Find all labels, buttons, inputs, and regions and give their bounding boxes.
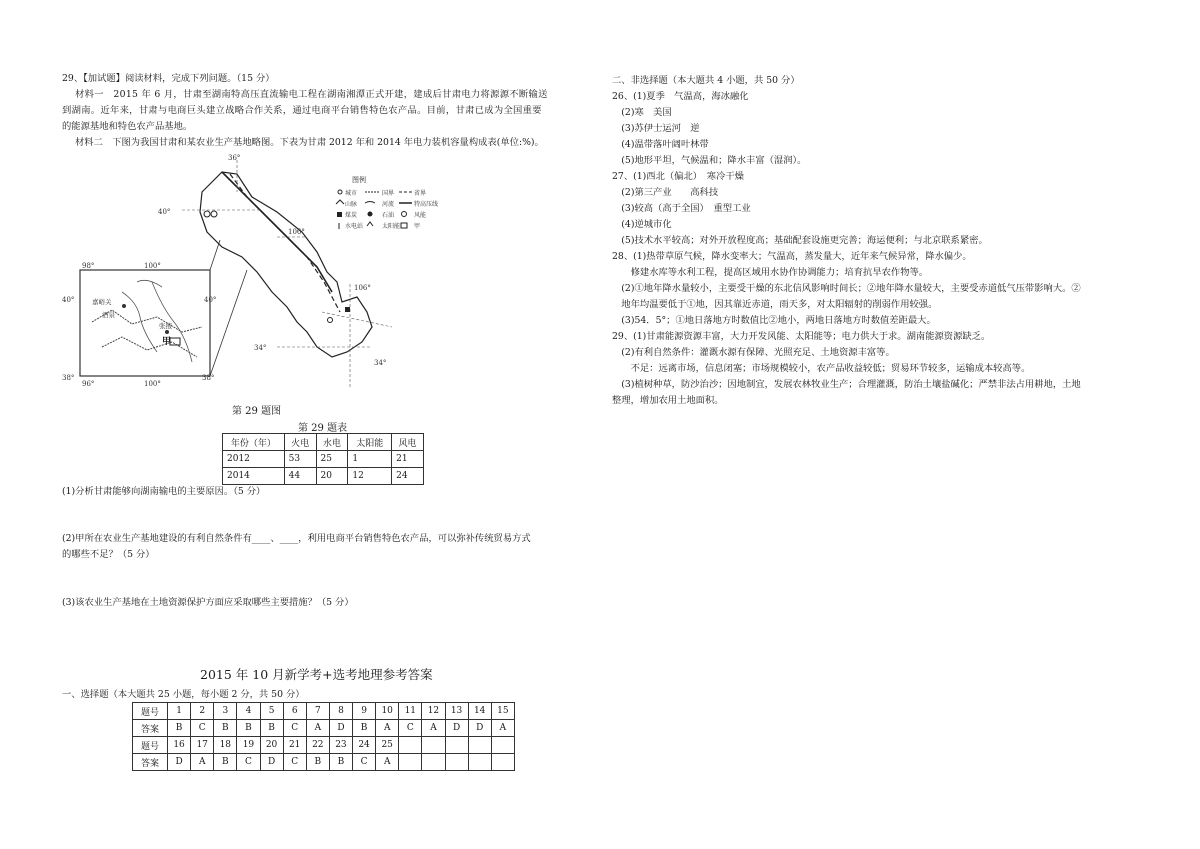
uhv-line bbox=[222, 172, 332, 292]
lat-label: 40° bbox=[204, 296, 217, 304]
wind-energy-symbol bbox=[204, 211, 210, 217]
table-cell: 21 bbox=[392, 451, 424, 468]
right-line: (2)第三产业 高科技 bbox=[612, 187, 719, 198]
cell: 21 bbox=[283, 737, 306, 754]
cell: 12 bbox=[422, 703, 445, 720]
right-line: 27、(1)西北（偏北） 寒冷干燥 bbox=[612, 171, 744, 182]
city-marker bbox=[328, 318, 333, 323]
table-cell: 25 bbox=[316, 451, 348, 468]
row-label: 题号 bbox=[133, 703, 168, 720]
cell: B bbox=[214, 720, 237, 737]
cell: C bbox=[191, 720, 214, 737]
inset-river bbox=[137, 280, 162, 287]
table-caption: 第 29 题表 bbox=[298, 423, 348, 434]
cell: D bbox=[468, 720, 491, 737]
material2: 材料二 下图为我国甘肃和某农业生产基地略图。下表为甘肃 2012 年和 2014 年电力装机容量构成表(单位:%)。 bbox=[75, 137, 544, 148]
right-line: (3)较高（高于全国） 重型工业 bbox=[612, 203, 751, 214]
table-header: 年份（年） bbox=[223, 434, 285, 451]
material1-line1: 材料一 2015 年 6 月，甘肃至湖南特高压直流输电工程在湖南湘潭正式开建，建成后甘肃电力将源源不断输送 bbox=[75, 89, 548, 100]
inset-connector bbox=[210, 240, 220, 270]
cell bbox=[445, 737, 468, 754]
q29-sub1: (1)分析甘肃能够向湖南输电的主要原因。（5 分） bbox=[62, 486, 266, 497]
lon-label: 98° bbox=[82, 262, 95, 270]
cell: 6 bbox=[283, 703, 306, 720]
right-line: (4)逆城市化 bbox=[612, 219, 672, 230]
lat-label: 38° bbox=[202, 374, 215, 382]
city-marker bbox=[122, 304, 126, 308]
cell bbox=[468, 737, 491, 754]
cell: A bbox=[422, 720, 445, 737]
cell bbox=[422, 737, 445, 754]
inset-river bbox=[152, 282, 192, 362]
lat-label: 36° bbox=[228, 154, 241, 162]
lat-label: 34° bbox=[374, 359, 387, 367]
table-cell: 24 bbox=[392, 468, 424, 485]
table-cell: 2012 bbox=[223, 451, 285, 468]
cell: 14 bbox=[468, 703, 491, 720]
cell: C bbox=[283, 754, 306, 771]
q29-heading: 29、【加试题】阅读材料，完成下列问题。（15 分） bbox=[62, 73, 275, 84]
cell: 10 bbox=[376, 703, 399, 720]
lon-label: 106° bbox=[288, 228, 305, 236]
right-line: (2)①地年降水量较小，主要受干燥的东北信风影响时间长；②地年降水量较大，主要受赤道低气压带影响大。② bbox=[612, 283, 1081, 294]
wind-energy-symbol bbox=[211, 211, 217, 217]
cell: 25 bbox=[376, 737, 399, 754]
cell: A bbox=[191, 754, 214, 771]
map-caption: 第 29 题图 bbox=[232, 406, 282, 417]
uhv-line bbox=[230, 174, 340, 312]
cell: 20 bbox=[260, 737, 283, 754]
table-cell: 1 bbox=[348, 451, 392, 468]
answer-row bbox=[133, 720, 515, 737]
material1-line3: 的能源基地和特色农产品基地。 bbox=[62, 121, 193, 132]
cell: B bbox=[260, 720, 283, 737]
legend-item: 河流 bbox=[382, 201, 395, 208]
place-label-jiayuguan: 嘉峪关 bbox=[92, 298, 112, 306]
coal-symbol bbox=[345, 307, 350, 312]
legend-item: 石油 bbox=[382, 212, 395, 219]
cell: 5 bbox=[260, 703, 283, 720]
cell bbox=[468, 754, 491, 771]
table-row bbox=[223, 451, 424, 468]
legend-item: 甲 bbox=[414, 223, 421, 230]
cell: B bbox=[353, 720, 376, 737]
right-line: (3)植树种草，防沙治沙；因地制宜，发展农林牧业生产；合理灌溉，防治土壤盐碱化；严禁非法占用耕地，土地 bbox=[612, 379, 1081, 390]
cell: D bbox=[260, 754, 283, 771]
lon-label: 100° bbox=[144, 262, 161, 270]
table-header: 火电 bbox=[284, 434, 316, 451]
legend-item: 太阳能 bbox=[382, 223, 401, 230]
inset-connector bbox=[210, 270, 247, 376]
q29-sub3: (3)该农业生产基地在土地资源保护方面应采取哪些主要措施？（5 分） bbox=[62, 597, 354, 608]
lat-label: 38° bbox=[62, 374, 75, 382]
place-label-jia: 甲 bbox=[162, 337, 172, 347]
cell: A bbox=[376, 754, 399, 771]
legend-item: 城市 bbox=[345, 190, 358, 197]
gansu-outline bbox=[200, 172, 372, 357]
lat-label: 40° bbox=[158, 208, 171, 216]
cell bbox=[399, 754, 422, 771]
table-cell: 2014 bbox=[223, 468, 285, 485]
cell: B bbox=[329, 754, 352, 771]
right-line: 28、(1)热带草原气候，降水变率大；气温高，蒸发量大，近年来气候异常，降水偏少。 bbox=[612, 251, 972, 262]
legend-title: 图例 bbox=[352, 176, 366, 184]
lon-label: 106° bbox=[354, 284, 371, 292]
answer-row bbox=[133, 703, 515, 720]
right-line: (2)寒 美国 bbox=[612, 107, 672, 118]
cell: 7 bbox=[306, 703, 329, 720]
place-label-jiuquan: 酒泉 bbox=[102, 311, 115, 319]
cell: C bbox=[237, 754, 260, 771]
right-line: (3)苏伊士运河 逆 bbox=[612, 123, 700, 134]
section1-heading: 一、选择题（本大题共 25 小题，每小题 2 分，共 50 分） bbox=[62, 689, 305, 700]
legend-item: 煤炭 bbox=[345, 212, 358, 219]
lon-label: 100° bbox=[144, 380, 161, 388]
cell bbox=[491, 737, 514, 754]
cell: C bbox=[399, 720, 422, 737]
cell: B bbox=[237, 720, 260, 737]
legend-item: 水电站 bbox=[345, 223, 364, 230]
legend-item: 国界 bbox=[382, 190, 395, 197]
table-header: 太阳能 bbox=[348, 434, 392, 451]
lat-label: 40° bbox=[62, 296, 75, 304]
right-line: 29、(1)甘肃能源资源丰富，大力开发风能、太阳能等；电力供大于求。湖南能源资源缺乏。 bbox=[612, 331, 991, 342]
cell: 17 bbox=[191, 737, 214, 754]
table-cell: 20 bbox=[316, 468, 348, 485]
cell: A bbox=[306, 720, 329, 737]
legend-item: 特高压线 bbox=[414, 201, 439, 208]
row-label: 题号 bbox=[133, 737, 168, 754]
cell: 23 bbox=[329, 737, 352, 754]
cell: 18 bbox=[214, 737, 237, 754]
row-label: 答案 bbox=[133, 754, 168, 771]
cell: 15 bbox=[491, 703, 514, 720]
lat-label: 34° bbox=[254, 344, 267, 352]
cell: 19 bbox=[237, 737, 260, 754]
right-line: (4)温带落叶阔叶林带 bbox=[612, 139, 709, 150]
cell: 22 bbox=[306, 737, 329, 754]
cell: D bbox=[445, 720, 468, 737]
q29-sub2-line1: (2)甲所在农业生产基地建设的有利自然条件有____、____，利用电商平台销售特色农产品，可以弥补传统贸易方式 bbox=[62, 533, 531, 544]
right-line: 地年均温要低于①地，因其靠近赤道，雨天多，对太阳辐射的削弱作用较强。 bbox=[612, 299, 938, 310]
cell: B bbox=[214, 754, 237, 771]
table-header-row bbox=[223, 434, 424, 451]
right-line: (5)地形平坦，气候温和；降水丰富（湿润）。 bbox=[612, 155, 807, 166]
cell: 1 bbox=[168, 703, 191, 720]
table-header: 风电 bbox=[392, 434, 424, 451]
cell: 8 bbox=[329, 703, 352, 720]
table-row bbox=[223, 468, 424, 485]
cell: B bbox=[168, 720, 191, 737]
map-legend bbox=[336, 175, 438, 230]
cell: 16 bbox=[168, 737, 191, 754]
cell: 9 bbox=[353, 703, 376, 720]
cell: C bbox=[353, 754, 376, 771]
inset-frame bbox=[80, 270, 210, 376]
cell: 24 bbox=[353, 737, 376, 754]
cell bbox=[399, 737, 422, 754]
power-capacity-table bbox=[222, 433, 424, 485]
right-line: (2)有利自然条件：灌溉水源有保障、光照充足、土地资源丰富等。 bbox=[612, 347, 895, 358]
row-label: 答案 bbox=[133, 720, 168, 737]
cell: 3 bbox=[214, 703, 237, 720]
place-label-zhangye: 张掖 bbox=[159, 322, 172, 330]
legend-item: 省界 bbox=[414, 190, 427, 197]
answer-row bbox=[133, 754, 515, 771]
right-line: (3)54．5°；①地日落地方时数值比②地小，两地日落地方时数值差距最大。 bbox=[612, 315, 936, 326]
right-line: (5)技术水平较高；对外开放程度高；基础配套设施更完善；海运便利；与北京联系紧密。 bbox=[612, 235, 988, 246]
cell: A bbox=[376, 720, 399, 737]
table-cell: 12 bbox=[348, 468, 392, 485]
table-header: 水电 bbox=[316, 434, 348, 451]
q29-sub2-line2: 的哪些不足？（5 分） bbox=[62, 549, 155, 560]
cell bbox=[445, 754, 468, 771]
cell bbox=[422, 754, 445, 771]
city-marker bbox=[165, 330, 169, 334]
cell: D bbox=[329, 720, 352, 737]
right-line: 26、(1)夏季 气温高，海冰融化 bbox=[612, 91, 749, 102]
gansu-map bbox=[62, 152, 442, 410]
cell bbox=[491, 754, 514, 771]
answer-grid bbox=[132, 702, 515, 771]
right-line: 不足：远离市场，信息闭塞；市场规模较小，农产品收益较低；贸易环节较多，运输成本较高等。 bbox=[612, 363, 1031, 374]
cell: A bbox=[491, 720, 514, 737]
right-line: 整理，增加农用土地面积。 bbox=[612, 395, 724, 406]
answer-key-title: 2015 年 10 月新学考+选考地理参考答案 bbox=[200, 667, 433, 682]
right-line: 二、非选择题（本大题共 4 小题，共 50 分） bbox=[612, 75, 800, 86]
legend-item: 风能 bbox=[414, 212, 427, 219]
cell: 4 bbox=[237, 703, 260, 720]
right-line: 修建水库等水利工程，提高区域用水协作协调能力；培育抗旱农作物等。 bbox=[612, 267, 929, 278]
material1-line2: 到湖南。近年来，甘肃与电商巨头建立战略合作关系，通过电商平台销售特色农产品。目前，甘肃已成为全国重要 bbox=[62, 105, 542, 116]
legend-item: 山脉 bbox=[345, 201, 358, 208]
cell: 2 bbox=[191, 703, 214, 720]
answer-row bbox=[133, 737, 515, 754]
jia-marker bbox=[170, 338, 180, 345]
cell: B bbox=[306, 754, 329, 771]
table-cell: 53 bbox=[284, 451, 316, 468]
cell: C bbox=[283, 720, 306, 737]
table-cell: 44 bbox=[284, 468, 316, 485]
cell: 11 bbox=[399, 703, 422, 720]
cell: 13 bbox=[445, 703, 468, 720]
lon-label: 96° bbox=[82, 380, 95, 388]
cell: D bbox=[168, 754, 191, 771]
